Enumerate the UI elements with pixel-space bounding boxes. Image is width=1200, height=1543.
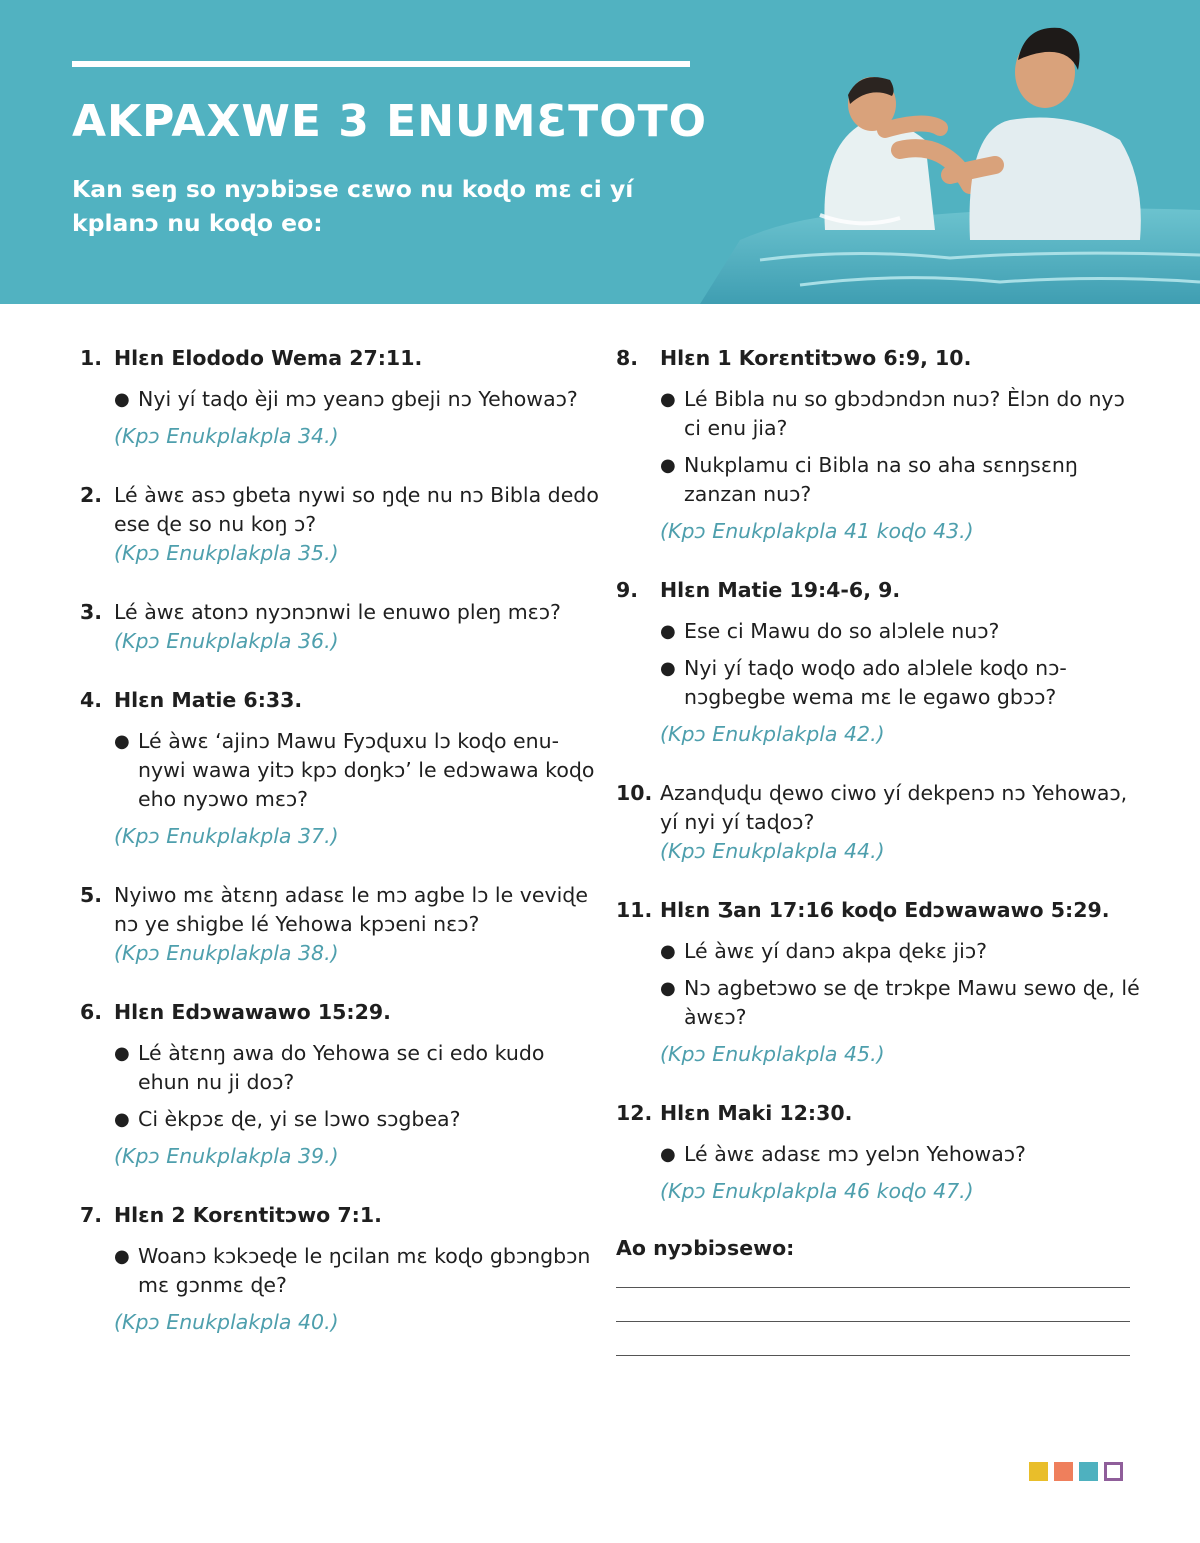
question-item (616, 779, 1146, 866)
bullet-icon: ● (114, 731, 130, 752)
question-text: Azanɖuɖu ɖewo ciwo yí dekpenɔ nɔ Yehowaɔ, yí nyi yí taɖoɔ? (660, 781, 1128, 834)
question-item (80, 998, 600, 1171)
question-number: 2. (80, 483, 103, 507)
question-bullet: ● Nyi yí taɖo èji mɔ yeanɔ gbeji nɔ Yehowaɔ? (114, 385, 600, 414)
question-text: Nyiwo mɛ àtɛnŋ adasɛ le mɔ agbe lɔ le veviɖe nɔ ye shigbe lé Yehowa kpɔeni nɛɔ? (114, 883, 588, 936)
bullet-icon: ● (660, 658, 676, 679)
notes-line[interactable] (616, 1287, 1130, 1288)
questions-column-right (616, 344, 1146, 1356)
question-text: Hlɛn Edɔwawawo 15:29. (114, 1000, 391, 1024)
question-bullet: ● Ese ci Mawu do so alɔlele nuɔ? (660, 617, 1146, 646)
question-number: 5. (80, 883, 103, 907)
bullet-icon: ● (660, 455, 676, 476)
question-bullet: ● Nukplamu ci Bibla na so aha sɛnŋsɛnŋ zanzan nuɔ? (660, 451, 1146, 509)
question-text: Lé àwɛ asɔ gbeta nywi so ŋɖe nu nɔ Bibla dedo ese ɖe so nu koŋ ɔ? (114, 483, 599, 536)
question-bullet: ● Lé àtɛnŋ awa do Yehowa se ci edo kudo ehun nu ji doɔ? (114, 1039, 600, 1097)
lesson-reference: (Kpɔ Enukplakpla 36.) (114, 629, 339, 653)
lesson-reference: (Kpɔ Enukplakpla 40.) (114, 1310, 339, 1334)
lesson-reference: (Kpɔ Enukplakpla 46 koɖo 47.) (660, 1179, 974, 1203)
lesson-reference: (Kpɔ Enukplakpla 35.) (114, 541, 339, 565)
header-rule (72, 61, 690, 67)
question-number: 8. (616, 346, 639, 370)
question-bullet: ● Lé àwɛ adasɛ mɔ yelɔn Yehowaɔ? (660, 1140, 1146, 1169)
bullet-icon: ● (660, 941, 676, 962)
question-text: Hlɛn Ʒan 17:16 koɖo Edɔwawawo 5:29. (660, 898, 1110, 922)
lesson-reference: (Kpɔ Enukplakpla 37.) (114, 824, 339, 848)
page-subtitle: Kan seŋ so nyɔbiɔse cɛwo nu koɖo mɛ ci yí kplanɔ nu koɖo eo: (72, 175, 634, 237)
question-text: Hlɛn 2 Korɛntitɔwo 7:1. (114, 1203, 382, 1227)
question-bullet: ● Ci èkpɔɛ ɖe, yi se lɔwo sɔgbea? (114, 1105, 600, 1134)
bullet-icon: ● (114, 1109, 130, 1130)
notes-line[interactable] (616, 1355, 1130, 1356)
question-bullet: ● Lé Bibla nu so gbɔdɔndɔn nuɔ? Èlɔn do nyɔ ci enu jia? (660, 385, 1146, 443)
question-bullet: ● Woanɔ kɔkɔeɖe le ŋcilan mɛ koɖo gbɔngbɔn mɛ gɔnmɛ ɖe? (114, 1242, 600, 1300)
notes-line[interactable] (616, 1321, 1130, 1322)
lesson-reference: (Kpɔ Enukplakpla 38.) (114, 941, 339, 965)
lesson-reference: (Kpɔ Enukplakpla 34.) (114, 424, 339, 448)
lesson-reference: (Kpɔ Enukplakpla 45.) (660, 1042, 885, 1066)
question-number: 3. (80, 600, 103, 624)
yellow-square-icon (1029, 1462, 1048, 1481)
question-text: Hlɛn 1 Korɛntitɔwo 6:9, 10. (660, 346, 972, 370)
question-text: Hlɛn Elododo Wema 27:11. (114, 346, 423, 370)
purple-outline-square-icon (1104, 1462, 1123, 1481)
bullet-icon: ● (660, 389, 676, 410)
teal-square-icon (1079, 1462, 1098, 1481)
question-text: Hlɛn Maki 12:30. (660, 1101, 853, 1125)
lesson-reference: (Kpɔ Enukplakpla 44.) (660, 839, 885, 863)
bullet-icon: ● (114, 1043, 130, 1064)
question-bullet: ● Lé àwɛ ‘ajinɔ Mawu Fyɔɖuxu lɔ koɖo enu-nywi wawa yitɔ kpɔ doŋkɔ’ le edɔwawa koɖo eho nyɔwo mɛɔ? (114, 727, 600, 814)
color-squares (1029, 1462, 1123, 1481)
question-bullet: ● Lé àwɛ yí danɔ akpa ɖekɛ jiɔ? (660, 937, 1146, 966)
question-number: 12. (616, 1101, 653, 1125)
baptism-illustration (700, 0, 1200, 304)
question-number: 6. (80, 1000, 103, 1024)
notes-label: Ao nyɔbiɔsewo: (616, 1236, 795, 1260)
question-item (80, 686, 600, 851)
questions-column-left (80, 344, 600, 1367)
question-item (616, 576, 1146, 749)
bullet-icon: ● (660, 621, 676, 642)
lesson-reference: (Kpɔ Enukplakpla 42.) (660, 722, 885, 746)
question-item (80, 1201, 600, 1337)
bullet-icon: ● (114, 1246, 130, 1267)
question-item (80, 598, 600, 656)
question-bullet: ● Nɔ agbetɔwo se ɖe trɔkpe Mawu sewo ɖe, lé àwɛɔ? (660, 974, 1146, 1032)
lesson-reference: (Kpɔ Enukplakpla 39.) (114, 1144, 339, 1168)
question-item (616, 896, 1146, 1069)
question-number: 11. (616, 898, 653, 922)
question-item (80, 344, 600, 451)
question-text: Lé àwɛ atonɔ nyɔnɔnwi le enuwo pleŋ mɛɔ? (114, 600, 561, 624)
header-banner (0, 0, 1200, 304)
bullet-icon: ● (660, 978, 676, 999)
question-item (616, 344, 1146, 546)
question-text: Hlɛn Matie 19:4-6, 9. (660, 578, 901, 602)
question-item (80, 481, 600, 568)
question-number: 1. (80, 346, 103, 370)
question-number: 10. (616, 781, 653, 805)
question-number: 7. (80, 1203, 103, 1227)
question-bullet: ● Nyi yí taɖo woɖo ado alɔlele koɖo nɔ-nɔgbegbe wema mɛ le egawo gbɔɔ? (660, 654, 1146, 712)
question-item (80, 881, 600, 968)
bullet-icon: ● (114, 389, 130, 410)
question-item (616, 1099, 1146, 1206)
orange-square-icon (1054, 1462, 1073, 1481)
lesson-reference: (Kpɔ Enukplakpla 41 koɖo 43.) (660, 519, 974, 543)
page-title: AKPAXWE 3 ENUMƐTOTO (72, 96, 708, 147)
bullet-icon: ● (660, 1144, 676, 1165)
question-number: 9. (616, 578, 639, 602)
question-text: Hlɛn Matie 6:33. (114, 688, 303, 712)
question-number: 4. (80, 688, 103, 712)
